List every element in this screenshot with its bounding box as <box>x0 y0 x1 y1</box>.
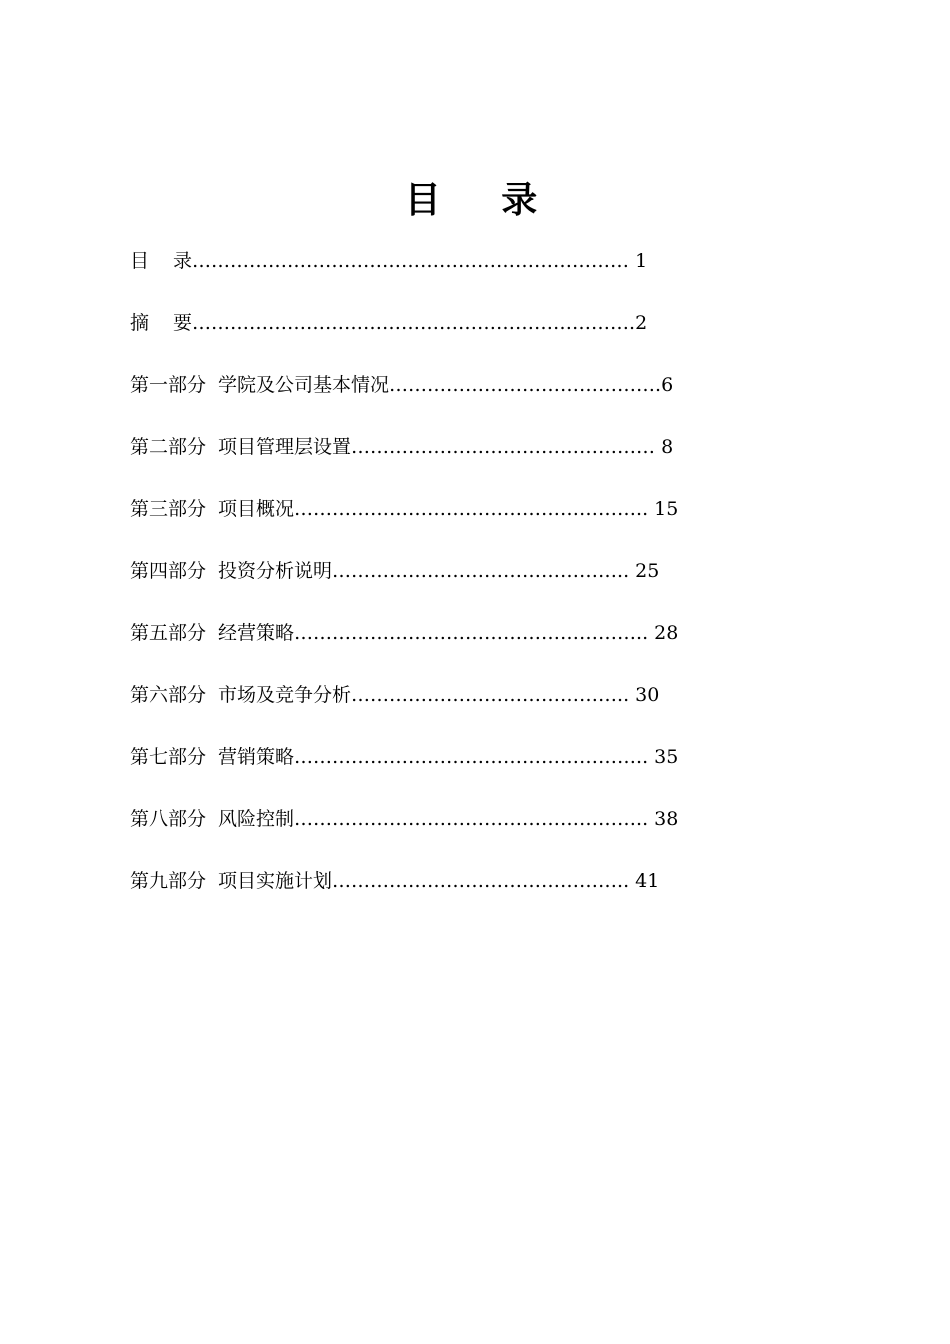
toc-entry[interactable] <box>130 864 870 926</box>
toc-entry-part: 第四部分 <box>130 560 207 582</box>
toc-entry[interactable] <box>130 678 870 740</box>
toc-entry-leader: ……………………………………… <box>332 560 618 582</box>
toc-entry-name: 要 <box>173 312 193 334</box>
toc-entry[interactable] <box>130 616 870 678</box>
toc-entry-name: 营销策略 <box>218 746 295 768</box>
toc-entry[interactable] <box>130 554 870 616</box>
toc-entry[interactable] <box>130 430 870 492</box>
toc-entry-name: 市场及竞争分析 <box>218 684 352 706</box>
toc-entry-leader: ……………………………………………… <box>294 498 637 520</box>
toc-entry-part: 第八部分 <box>130 808 207 830</box>
toc-entry-page: .6 <box>655 374 674 396</box>
toc-entry-part: 第一部分 <box>130 374 207 396</box>
toc-entry[interactable] <box>130 244 870 306</box>
toc-entry-part: 第七部分 <box>130 746 207 768</box>
toc-entry-part: 第二部分 <box>130 436 207 458</box>
toc-entry-name: 投资分析说明 <box>218 560 333 582</box>
toc-entry-part: 摘 <box>130 312 150 334</box>
toc-entry-page: .. 38 <box>636 808 679 830</box>
toc-title: 目 录 <box>404 179 562 221</box>
toc-entry-leader: …………………………………… <box>351 684 618 706</box>
toc-entry-part: 第三部分 <box>130 498 207 520</box>
toc-entry-leader: …………………………………………………………… <box>192 250 636 272</box>
toc-entry[interactable] <box>130 368 870 430</box>
toc-entry-leader: …………………………………… <box>389 374 656 396</box>
toc-entry-name: 录 <box>173 250 193 272</box>
toc-entry-page: .. 28 <box>636 622 679 644</box>
toc-entry[interactable] <box>130 740 870 802</box>
toc-entry-leader: …………………………………………………………… <box>192 312 630 334</box>
toc-entry-page: 1 <box>635 250 648 272</box>
toc-entry-page: .. 41 <box>617 870 660 892</box>
toc-entry-part: 第六部分 <box>130 684 207 706</box>
toc-entry-leader: ……………………………………………… <box>294 808 637 830</box>
toc-entry-part: 第九部分 <box>130 870 207 892</box>
toc-entry-page: .2 <box>629 312 648 334</box>
toc-entry-part: 第五部分 <box>130 622 207 644</box>
toc-entry-name: 风险控制 <box>218 808 295 830</box>
toc-entry-name: 项目实施计划 <box>218 870 333 892</box>
toc-entry-name: 学院及公司基本情况 <box>218 374 390 396</box>
toc-entry[interactable] <box>130 802 870 864</box>
toc-list <box>130 244 870 926</box>
toc-entry[interactable] <box>130 492 870 554</box>
toc-entry-leader: ……………………………………… <box>332 870 618 892</box>
toc-entry-page: .. 30 <box>617 684 660 706</box>
toc-entry-name: 经营策略 <box>218 622 295 644</box>
toc-entry-leader: ……………………………………………… <box>294 746 637 768</box>
toc-entry-leader: ………………………………………… <box>351 436 662 458</box>
toc-entry-leader: ……………………………………………… <box>294 622 637 644</box>
toc-entry-page: .. 25 <box>617 560 660 582</box>
toc-entry-name: 项目管理层设置 <box>218 436 352 458</box>
toc-entry-part: 目 <box>130 250 150 272</box>
toc-entry[interactable] <box>130 306 870 368</box>
toc-entry-name: 项目概况 <box>218 498 295 520</box>
toc-entry-page: 8 <box>661 436 674 458</box>
toc-entry-page: .. 15 <box>636 498 679 520</box>
toc-entry-page: .. 35 <box>636 746 679 768</box>
